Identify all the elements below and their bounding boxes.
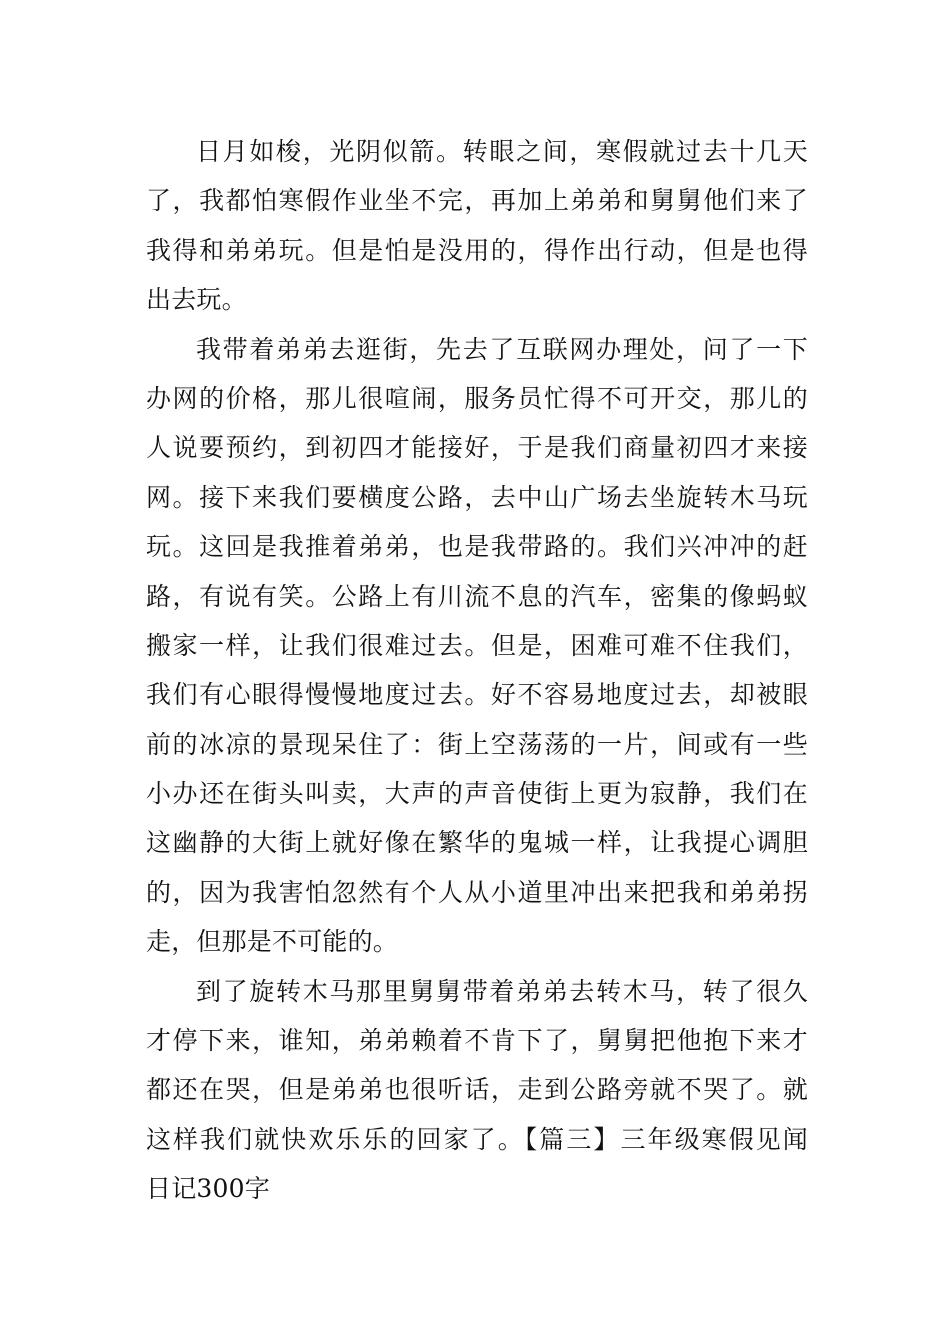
text-line: 小办还在街头叫卖，大声的声音使街上更为寂静，我们在 [146, 779, 808, 809]
text-line: 到了旋转木马那里舅舅带着弟弟去转木马，转了很久 [196, 976, 808, 1006]
text-line: 日月如梭，光阴似箭。转眼之间，寒假就过去十几天 [196, 137, 808, 166]
text-line: 我带着弟弟去逛街，先去了互联网办理处，问了一下 [196, 334, 808, 364]
paragraph-2 [146, 325, 808, 967]
text-line: 路，有说有笑。公路上有川流不息的汽车，密集的像蚂蚁 [146, 581, 808, 611]
text-line: 了，我都怕寒假作业坐不完，再加上弟弟和舅舅他们来了 [146, 186, 808, 216]
paragraph-1 [146, 127, 808, 325]
text-line: 前的冰凉的景现呆住了：街上空荡荡的一片，间或有一些 [146, 729, 808, 759]
text-line: 才停下来，谁知，弟弟赖着不肯下了，舅舅把他抱下来才 [146, 1026, 808, 1056]
text-line: 我们有心眼得慢慢地度过去。好不容易地度过去，却被眼 [146, 680, 808, 710]
document-body [146, 127, 808, 1214]
text-line: 搬家一样，让我们很难过去。但是，困难可难不住我们， [146, 630, 808, 660]
text-line: 网。接下来我们要横度公路，去中山广场去坐旋转木马玩 [146, 482, 808, 512]
text-line: 走，但那是不可能的。 [146, 927, 399, 957]
text-line: 出去玩。 [146, 285, 247, 315]
text-line: 办网的价格，那儿很喧闹，服务员忙得不可开交，那儿的 [146, 383, 808, 413]
text-line: 日记300字 [146, 1174, 270, 1204]
text-line: 的，因为我害怕忽然有个人从小道里冲出来把我和弟弟拐 [146, 877, 808, 907]
text-line: 都还在哭，但是弟弟也很听话，走到公路旁就不哭了。就 [146, 1075, 808, 1105]
text-line: 这样我们就快欢乐乐的回家了。【篇三】三年级寒假见闻 [146, 1124, 808, 1154]
text-line: 我得和弟弟玩。但是怕是没用的，得作出行动，但是也得 [146, 235, 808, 265]
text-line: 玩。这回是我推着弟弟，也是我带路的。我们兴冲冲的赶 [146, 532, 808, 562]
paragraph-3 [146, 967, 808, 1214]
text-line: 人说要预约，到初四才能接好，于是我们商量初四才来接 [146, 433, 808, 463]
text-line: 这幽静的大街上就好像在繁华的鬼城一样，让我提心调胆 [146, 828, 808, 858]
